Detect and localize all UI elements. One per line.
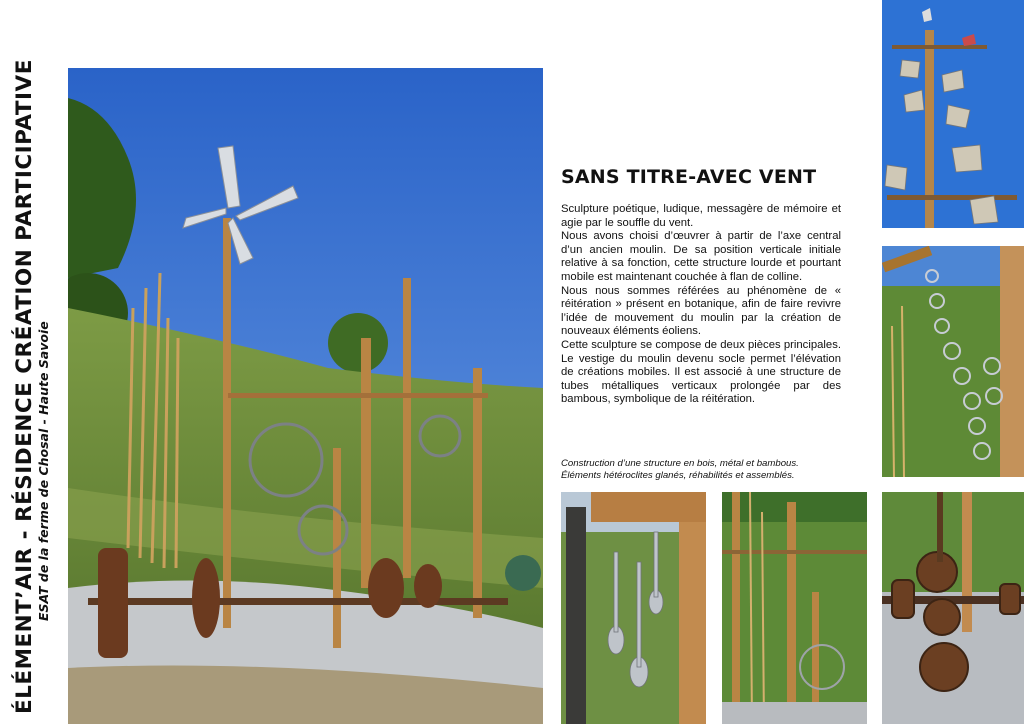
materials-caption <box>561 458 851 482</box>
project-location: ESAT de la ferme de Chosal - Haute Savoie <box>36 321 51 621</box>
mobile-elements-photo <box>882 0 1024 228</box>
caption-line: Construction d’une structure en bois, métal et bambous. <box>561 458 799 469</box>
description-paragraph: Cette sculpture se compose de deux pièces principales. Le vestige du moulin devenu socle permet l’élévation de créations mobiles. Il est associé à une structure de tubes métalliques verticaux prolongée par des bambous, symbolique de la réitération. <box>561 338 841 406</box>
structure-poles-photo <box>722 492 867 724</box>
main-sculpture-photo <box>68 68 543 724</box>
description-paragraph: Sculpture poétique, ludique, messagère de mémoire et agie par le souffle du vent. <box>561 203 841 229</box>
description-paragraph: Nous nous sommes référées au phénomène de « réitération » présent en botanique, afin de faire revivre l’idée de mouvement du moulin par la création de nouveaux éléments éoliens. <box>561 284 841 338</box>
artwork-description <box>561 203 841 407</box>
description-paragraph: Nous avons choisi d’œuvrer à partir de l’axe central d’un ancien moulin. De sa position verticale initiale relative à sa fonction, cette structure lourde et pourtant mobile est maintenant couchée à flan de colline. <box>561 230 841 283</box>
vertical-title-block <box>12 14 51 714</box>
artwork-title: SANS TITRE-AVEC VENT <box>561 166 817 188</box>
chain-detail-photo <box>882 246 1024 477</box>
caption-line: Éléments hétéroclites glanés, réhabilités et assemblés. <box>561 470 795 481</box>
project-title: ÉLÉMENT’AIR - RÉSIDENCE CRÉATION PARTICIPATIVE <box>12 59 37 714</box>
rusty-gears-photo <box>882 492 1024 724</box>
spoons-detail-photo <box>561 492 706 724</box>
